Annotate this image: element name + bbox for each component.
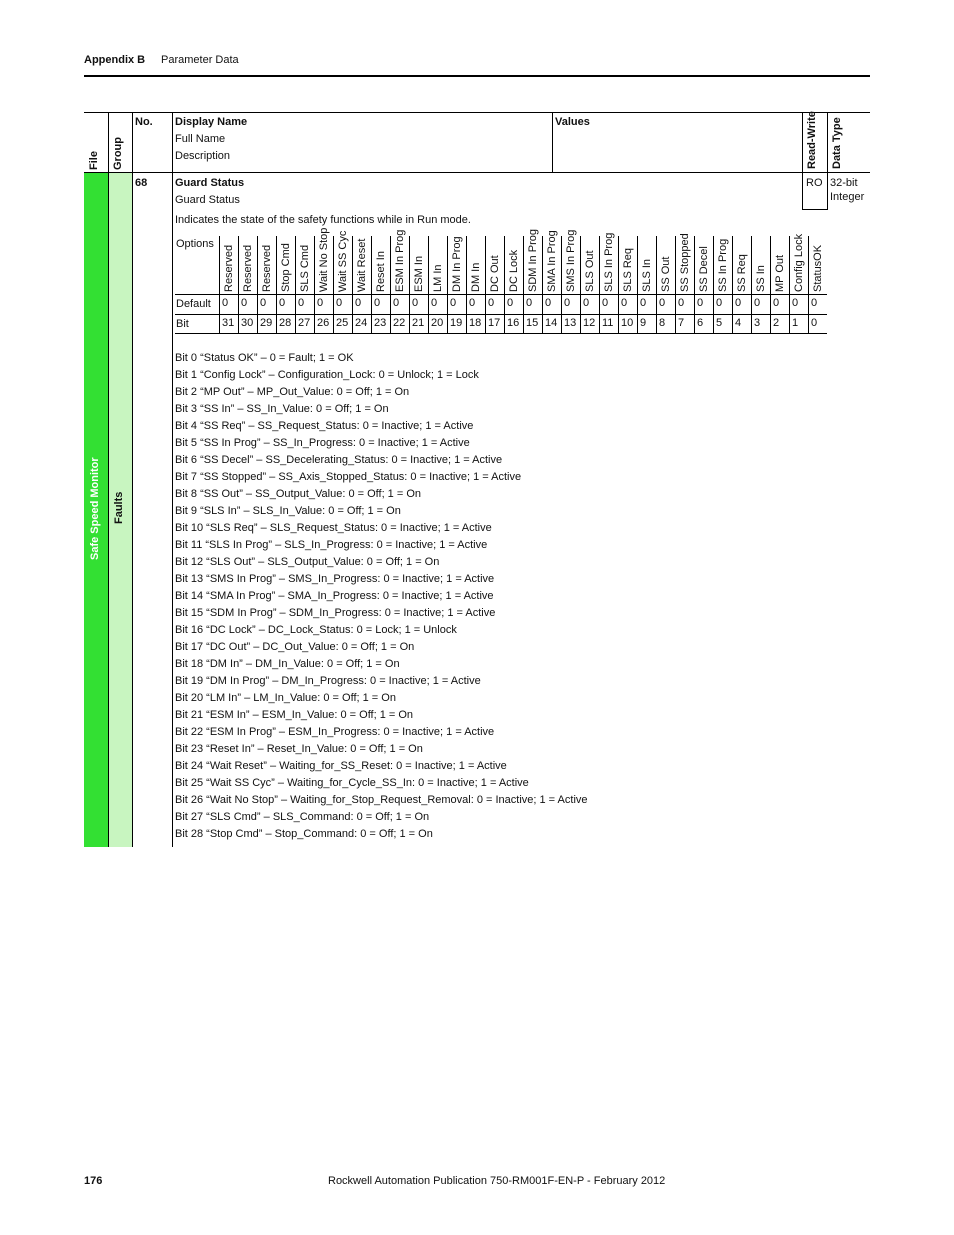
bit-default-value: 0 [355,297,362,309]
bit-description: Bit 28 “Stop Cmd” – Stop_Command: 0 = Off; 1 = On [175,828,433,840]
bit-table-rule-bits [175,333,827,334]
bit-default-value: 0 [450,297,457,309]
bit-number: 6 [697,317,704,329]
bit-number: 1 [792,317,799,329]
bit-name: SS Stopped [679,233,691,292]
bit-number: 9 [640,317,647,329]
bit-name: SS In [755,265,767,292]
param-number: 68 [135,177,148,189]
bit-name: Reset In [375,251,387,292]
bit-number: 18 [469,317,482,329]
bit-description: Bit 5 “SS In Prog” – SS_In_Progress: 0 = Inactive; 1 = Active [175,437,470,449]
table-header-rule [84,172,870,173]
bit-column-divider [789,236,790,333]
bit-column-divider [314,236,315,333]
param-display-name: Guard Status [175,177,245,189]
bit-description: Bit 26 “Wait No Stop” – Waiting_for_Stop_Request_Removal: 0 = Inactive; 1 = Active [175,794,588,806]
bit-name: StatusOK [812,244,824,292]
bit-default-value: 0 [621,297,628,309]
bit-default-value: 0 [602,297,609,309]
col-divider-type [827,112,828,210]
bit-label: Bit [176,318,189,330]
bit-description: Bit 10 “SLS Req” – SLS_Request_Status: 0 = Inactive; 1 = Active [175,522,492,534]
bit-default-value: 0 [488,297,495,309]
bit-description: Bit 21 “ESM In” – ESM_In_Value: 0 = Off; 1 = On [175,709,414,721]
bit-name: SLS In Prog [603,232,615,292]
bit-name: Wait SS Cyc [337,230,349,292]
file-label: Safe Speed Monitor [89,457,101,560]
bit-default-value: 0 [716,297,723,309]
param-data-type-1: 32-bit [830,177,858,189]
bit-default-value: 0 [640,297,647,309]
bit-table-rule-defaults [175,314,827,315]
bit-name: Wait No Stop [318,227,330,292]
bit-description: Bit 8 “SS Out” – SS_Output_Value: 0 = Off; 1 = On [175,488,422,500]
bit-name: SLS In [641,258,653,292]
bit-description: Bit 16 “DC Lock” – DC_Lock_Status: 0 = Lock; 1 = Unlock [175,624,457,636]
param-read-write: RO [806,177,823,189]
bit-default-value: 0 [336,297,343,309]
bit-description: Bit 14 “SMA In Prog” – SMA_In_Progress: 0 = Inactive; 1 = Active [175,590,494,602]
header-rule [84,75,870,77]
bit-description: Bit 19 “DM In Prog” – DM_In_Progress: 0 = Inactive; 1 = Active [175,675,481,687]
section-label: Appendix B [84,54,146,66]
bit-number: 16 [507,317,520,329]
col-divider-no [172,112,173,847]
bit-default-value: 0 [792,297,799,309]
bit-description: Bit 27 “SLS Cmd” – SLS_Command: 0 = Off; 1 = On [175,811,430,823]
bit-name: LM In [432,264,444,292]
bit-description: Bit 4 “SS Req” – SS_Request_Status: 0 = Inactive; 1 = Active [175,420,474,432]
bit-number: 20 [431,317,444,329]
header-file: File [88,151,100,170]
bit-column-divider [694,236,695,333]
bit-name: Reserved [242,244,254,292]
bit-default-value: 0 [298,297,305,309]
bit-number: 28 [279,317,292,329]
bit-description: Bit 15 “SDM In Prog” – SDM_In_Progress: 0 = Inactive; 1 = Active [175,607,496,619]
header-read-write: Read-Write [806,111,818,169]
bit-name: DM In [470,262,482,292]
bit-name: DM In Prog [451,236,463,292]
header-description: Description [175,150,231,162]
bit-number: 31 [222,317,235,329]
bit-name: Stop Cmd [280,243,292,292]
bit-default-value: 0 [374,297,381,309]
bit-column-divider [257,236,258,333]
bit-default-value: 0 [431,297,438,309]
bit-default-value: 0 [659,297,666,309]
bit-column-divider [276,236,277,333]
bit-column-divider [523,236,524,333]
bit-number: 22 [393,317,406,329]
bit-number: 4 [735,317,742,329]
bit-column-divider [390,236,391,333]
header-no: No. [135,116,153,128]
bit-column-divider [295,236,296,333]
bit-number: 14 [545,317,558,329]
bit-number: 30 [241,317,254,329]
bit-number: 25 [336,317,349,329]
col-divider-values [552,112,553,172]
bit-default-value: 0 [260,297,267,309]
bit-table-rule-names [175,294,827,295]
rw-cell-bottom [802,209,827,210]
bit-column-divider [504,236,505,333]
bit-default-value: 0 [317,297,324,309]
bit-name: DC Lock [508,249,520,292]
bit-column-divider [428,236,429,333]
bit-column-divider [485,236,486,333]
bit-default-value: 0 [545,297,552,309]
bit-column-divider [219,236,220,333]
bit-column-divider [675,236,676,333]
bit-description: Bit 0 “Status OK” – 0 = Fault; 1 = OK [175,352,354,364]
bit-number: 29 [260,317,273,329]
bit-name: Reserved [223,244,235,292]
bit-name: SMA In Prog [546,230,558,292]
bit-name: DC Out [489,255,501,292]
bit-name: SLS Cmd [299,244,311,292]
bit-default-value: 0 [564,297,571,309]
bit-default-value: 0 [241,297,248,309]
bit-number: 11 [602,317,614,329]
param-full-name: Guard Status [175,194,240,206]
bit-number: 7 [678,317,685,329]
bit-default-value: 0 [393,297,400,309]
bit-description: Bit 13 “SMS In Prog” – SMS_In_Progress: 0 = Inactive; 1 = Active [175,573,495,585]
bit-description: Bit 12 “SLS Out” – SLS_Output_Value: 0 = Off; 1 = On [175,556,440,568]
bit-number: 23 [374,317,387,329]
publication-info: Rockwell Automation Publication 750-RM001F-EN-P - February 2012 [328,1175,666,1187]
bit-name: Reserved [261,244,273,292]
col-divider-file [108,112,109,847]
bit-column-divider [599,236,600,333]
bit-name: SS Out [660,256,672,292]
bit-name: SMS In Prog [565,229,577,292]
group-label: Faults [113,491,125,524]
bit-description: Bit 3 “SS In” – SS_In_Value: 0 = Off; 1 = On [175,403,389,415]
bit-column-divider [542,236,543,333]
bit-name: SLS Req [622,247,634,292]
bit-name: SS In Prog [717,238,729,292]
bit-column-divider [333,236,334,333]
bit-column-divider [580,236,581,333]
bit-default-value: 0 [279,297,286,309]
bit-column-divider [656,236,657,333]
bit-default-value: 0 [222,297,229,309]
page-number: 176 [84,1175,103,1187]
bit-column-divider [371,236,372,333]
col-divider-group [132,112,133,847]
bit-column-divider [808,236,809,333]
bit-description: Bit 20 “LM In” – LM_In_Value: 0 = Off; 1 = On [175,692,396,704]
bit-description: Bit 7 “SS Stopped” – SS_Axis_Stopped_Status: 0 = Inactive; 1 = Active [175,471,522,483]
bit-description: Bit 23 “Reset In” – Reset_In_Value: 0 = Off; 1 = On [175,743,423,755]
bit-name: ESM In [413,255,425,292]
section-title: Parameter Data [161,54,239,66]
bit-description: Bit 2 “MP Out” – MP_Out_Value: 0 = Off; 1 = On [175,386,410,398]
bit-column-divider [618,236,619,333]
bit-number: 19 [450,317,463,329]
param-data-type-2: Integer [830,191,865,203]
bit-default-value: 0 [697,297,704,309]
bit-number: 0 [811,317,818,329]
bit-name: MP Out [774,254,786,292]
header-display-name: Display Name [175,116,248,128]
header-values: Values [555,116,590,128]
bit-number: 13 [564,317,577,329]
bit-description: Bit 1 “Config Lock” – Configuration_Lock: 0 = Unlock; 1 = Lock [175,369,479,381]
bit-default-value: 0 [811,297,818,309]
bit-number: 2 [773,317,780,329]
bit-column-divider [466,236,467,333]
header-group: Group [112,137,124,170]
bit-default-value: 0 [469,297,476,309]
bit-column-divider [637,236,638,333]
bit-default-value: 0 [678,297,685,309]
bit-name: SS Decel [698,246,710,292]
bit-description: Bit 25 “Wait SS Cyc” – Waiting_for_Cycle_SS_In: 0 = Inactive; 1 = Active [175,777,529,789]
bit-number: 17 [488,317,501,329]
param-description: Indicates the state of the safety functions while in Run mode. [175,214,471,226]
bit-column-divider [447,236,448,333]
bit-description: Bit 22 “ESM In Prog” – ESM_In_Progress: 0 = Inactive; 1 = Active [175,726,495,738]
bit-number: 15 [526,317,539,329]
default-label: Default [176,298,211,310]
bit-number: 21 [412,317,425,329]
bit-default-value: 0 [583,297,590,309]
bit-column-divider [238,236,239,333]
bit-description-list [175,350,588,843]
bit-column-divider [561,236,562,333]
bit-name: Wait Reset [356,238,368,292]
bit-name: SDM In Prog [527,229,539,292]
bit-default-value: 0 [773,297,780,309]
bit-column-divider [713,236,714,333]
bit-number: 3 [754,317,761,329]
bit-column-divider [409,236,410,333]
bit-description: Bit 6 “SS Decel” – SS_Decelerating_Status: 0 = Inactive; 1 = Active [175,454,503,466]
bit-name: SS Req [736,254,748,292]
bit-number: 27 [298,317,311,329]
bit-description: Bit 18 “DM In” – DM_In_Value: 0 = Off; 1 = On [175,658,400,670]
bit-description: Bit 11 “SLS In Prog” – SLS_In_Progress: 0 = Inactive; 1 = Active [175,539,488,551]
bit-default-value: 0 [754,297,761,309]
bit-column-divider [770,236,771,333]
bit-default-value: 0 [526,297,533,309]
bit-column-divider [732,236,733,333]
col-divider-rw [802,112,803,210]
header-data-type: Data Type [831,117,843,169]
bit-number: 26 [317,317,330,329]
bit-description: Bit 24 “Wait Reset” – Waiting_for_SS_Reset: 0 = Inactive; 1 = Active [175,760,507,772]
bit-description: Bit 9 “SLS In” – SLS_In_Value: 0 = Off; 1 = On [175,505,401,517]
bit-number: 10 [621,317,634,329]
bit-default-value: 0 [412,297,419,309]
bit-default-value: 0 [735,297,742,309]
bit-number: 24 [355,317,368,329]
bit-number: 12 [583,317,596,329]
bit-default-value: 0 [507,297,514,309]
bit-name: ESM In Prog [394,229,406,292]
bit-name: Config Lock [793,233,805,292]
bit-description: Bit 17 “DC Out” – DC_Out_Value: 0 = Off; 1 = On [175,641,415,653]
header-full-name: Full Name [175,133,226,145]
bit-name: SLS Out [584,250,596,292]
table-top-rule [84,112,870,113]
options-label: Options [176,238,214,250]
bit-number: 5 [716,317,723,329]
bit-column-divider [751,236,752,333]
bit-number: 8 [659,317,666,329]
bit-column-divider [352,236,353,333]
